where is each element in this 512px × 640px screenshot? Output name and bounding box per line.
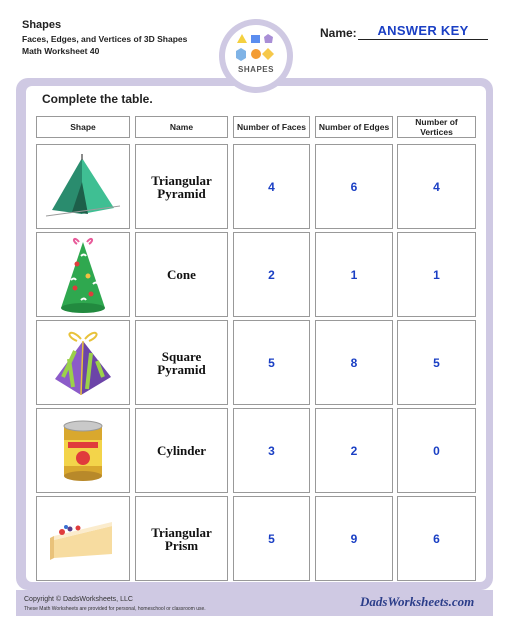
faces-value: 2 (233, 232, 310, 317)
edges-value: 9 (315, 496, 393, 581)
instruction-text: Complete the table. (42, 92, 153, 106)
faces-value: 4 (233, 144, 310, 229)
header-vertices: Number of Vertices (397, 116, 476, 138)
usage-notice: These Math Worksheets are provided for personal, homeschool or classroom use. (24, 606, 206, 612)
header-shape: Shape (36, 116, 130, 138)
name-value: ANSWER KEY (377, 23, 469, 38)
shape-name: Cone (135, 232, 228, 317)
edges-value: 2 (315, 408, 393, 493)
worksheet-subtitle: Faces, Edges, and Vertices of 3D Shapes (22, 34, 188, 44)
vertices-value: 0 (397, 408, 476, 493)
vertices-value: 1 (397, 232, 476, 317)
header-edges: Number of Edges (315, 116, 393, 138)
faces-value: 5 (233, 320, 310, 405)
tomato-can-icon (58, 418, 108, 484)
edges-value: 8 (315, 320, 393, 405)
brand-logo: DadsWorksheets.com (360, 594, 475, 609)
name-label: Name: (320, 26, 357, 40)
logo-text: SHAPES (238, 65, 274, 74)
shape-name: Cylinder (135, 408, 228, 493)
vertices-value: 4 (397, 144, 476, 229)
christmas-tree-cone-icon (53, 234, 113, 316)
vertices-value: 5 (397, 320, 476, 405)
faces-value: 3 (233, 408, 310, 493)
shape-image-cell (36, 320, 130, 405)
cake-slice-icon (48, 514, 118, 564)
edges-value: 1 (315, 232, 393, 317)
shape-image-cell (36, 232, 130, 317)
name-field (358, 22, 488, 40)
vertices-value: 6 (397, 496, 476, 581)
shape-name: Square Pyramid (135, 320, 228, 405)
header-faces: Number of Faces (233, 116, 310, 138)
shape-image-cell (36, 144, 130, 229)
shape-name: Triangular Prism (135, 496, 228, 581)
shapes-logo-icon (236, 32, 276, 62)
tent-icon (42, 152, 124, 222)
faces-value: 5 (233, 496, 310, 581)
shape-image-cell (36, 408, 130, 493)
copyright-text: Copyright © DadsWorksheets, LLC (24, 596, 133, 603)
gift-pyramid-icon (45, 325, 121, 401)
edges-value: 6 (315, 144, 393, 229)
shape-image-cell (36, 496, 130, 581)
worksheet-number: Math Worksheet 40 (22, 46, 100, 56)
worksheet-title: Shapes (22, 19, 62, 31)
shape-name: Triangular Pyramid (135, 144, 228, 229)
header-name: Name (135, 116, 228, 138)
